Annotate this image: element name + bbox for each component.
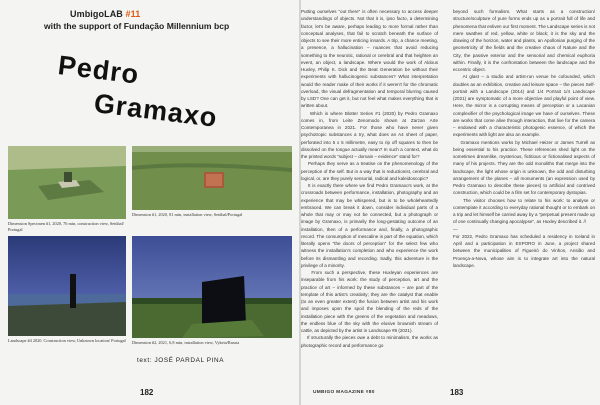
photo-dimension-1 <box>132 146 292 210</box>
body-column-1: Putting ourselves "out there" is often necessary to access deeper understandings of objects. Not that it is, ipso facto, a determining factor, let's be aware, perhaps leading to more formal rather than conceptual analyses, that fail to scratch beneath the surface of objects to see their more enticing innards. A trip, a chance meeting, a presence, a hallucination – nuances that avoid reducing something to the neurotic, rational or cerebral and that heighten an event, an object, a landscape. Where would the work of Aldous Huxley, Philip K. Dick and the Beat Generation be without their experiments with hallucinogenic substances? What interpretation would the reader make of their works if it weren't for the chromatic overload, the visual defragmentation and temporal blurring caused by LSD? One can get it, but not feel what makes everything that is written about. Which is where Blotter Series #1 (2020) by Pedro Gramaxo comes in, from Leite Zenomodo shown at Zarzan Arte Contemporanea in 2021. For those who have never given psychotropic substances a try, what does an A4 sheet of paper, perforated into 5 x 5 millimetre, easy to rip off squares to then be dissolved on the tongue actually mean? In such a context, what do the printed words "subject – domain – evidence" stand for? Perhaps they serve as a treatise on the phenomenology of the perception of the self. But in a way that is reductionist, cerebral and logical, or, are they purely sensorial, radical and kaleidoscopic? It is exactly there where we find Pedro Gramaxo's work, at the crossroads between performance, installation, photography and an experience that may be whispered, but is to be wholeheartedly embraced. We can break it down, consider individual parts of a whole that may or may not be connected, but a photograph or image by Gramaxo, is primarily the long-gestating outcome of an installation, then of a performance and, finally, a photographic record. The consumption of mescaline is part of the equation, which literally opens "the doors of perception" for the select few who witness the installation's completion and who experience the work before its dismantling and recording. Sadly, this adventure is the privilege of a minority. From such a perspective, these Huxleyan experiences are inseparable from his work: the study of perception, art and the practice of art – informed by these substances – are part of the template of this artist's creativity; they are the catalyst that enable (to an even greater extent) the fusion between artist and his work and imposes upon the spoil the blending of the reds of the installation piece with the greens of the vegetation and meadows, the endless blue of the sky with the elusive brownish stream of cattle, as depicted by the artist in Landscape #8 (2021). If structurally the pieces owe a debt to minimalism, the works as photographic record and performance go <box>301 9 439 348</box>
artist-name-first: Pedro <box>56 50 141 90</box>
magazine-name: UMBIGO MAGAZINE #80 <box>313 390 375 395</box>
page-number-left: 182 <box>140 388 154 397</box>
photo-dimension-2 <box>132 236 292 338</box>
artist-name-last: Gramaxo <box>92 88 220 133</box>
header-subtitle: with the support of Fundação Millennium bcp <box>44 21 230 31</box>
caption-photo-2: Dimension #1, 2020, 81 min, installation view, Setúbal/Portugal <box>132 212 243 217</box>
caption-photo-4: Dimension #2, 2021, 6,8 min, installation view, Vykeia/Russia <box>132 340 240 345</box>
caption-photo-3: Landscape #4 2020. Construction view, Unknown location/ Portugal <box>8 338 126 343</box>
text-credit: text: JOSÉ PARDAL PINA <box>137 357 225 364</box>
body-column-2: beyond such formalism. What starts as a construction/ structure/sculpture of pure forms ends up as a portrait full of life and phenomena that enliven our first moment. The Landscape series is not mere swathes of red, yellow, white or black; it is the sky and the drawing of the horizon, water and plants, an Apollonian purging of the geometricity of the fields and the creative chaos of Nature and the City, the passive exterior and the sensorial and chemical euphoria within. Finally, it is the confrontation between the landscape and the eccentric object. At glast – a studio and artist-run venue he cofounded, which doubles as an exhibition, creative and leisure space – the pieces Self-portrait with a Landscope (2014) and 1/4 Portrait 1/4 Landscape (2021) are symptomatic of a more objective and playful point of view. Here, the mirror is a corrupting means of perception or a Lacanian complexifier of the psychological image we have of ourselves. These are works that come alive through interaction, that live for the camera – endowed with a characteristic photogenic essence, of which the experiments with light are also an example. Gramaxo mentions works by Michael Heizer or James Turrell as being essential to his practice. These references shed light on the sometimes dreamlike, mysterious, fictitious or fictionalised aspects of many of his projects. They are the odd monoliths that merge into the landscape, the light whose origin is unknown, the odd and disturbing arrangement of the planes – all monuments (an expression used by Pedro Gramaxo to describe these pieces) to artificial and contrived construction, which could be a film set for contemporary dystopias. The visitor chooses how to relate to his work: to analyse or contemplate it according to everyday rational thought or to embark on a trip and let himself be carried away by a "perpetual present made up of one continually changing apocalypse", as Huxley described it. // — For 2022, Pedro Gramaxo has scheduled a residency in Iceland in April and a participation in ESPORO in June, a project shared between the municipalities of Figueiró do Vinhos, Ansião and Proença-a-Nova, whose aim is to integrate art into the natural landscape. <box>453 9 595 268</box>
photo-landscape-4 <box>8 236 126 336</box>
header-prefix: UmbigoLAB <box>70 9 126 19</box>
page-number-right: 183 <box>450 388 464 397</box>
caption-photo-1: Dimension Specimen #1, 2020, 76 min, construction view, Setúbal/ Portugal <box>8 221 124 232</box>
right-page <box>301 0 600 405</box>
left-page <box>0 0 299 405</box>
photo-dimension-specimen <box>8 146 126 219</box>
header-title <box>70 9 140 19</box>
issue-number: #11 <box>125 9 141 19</box>
